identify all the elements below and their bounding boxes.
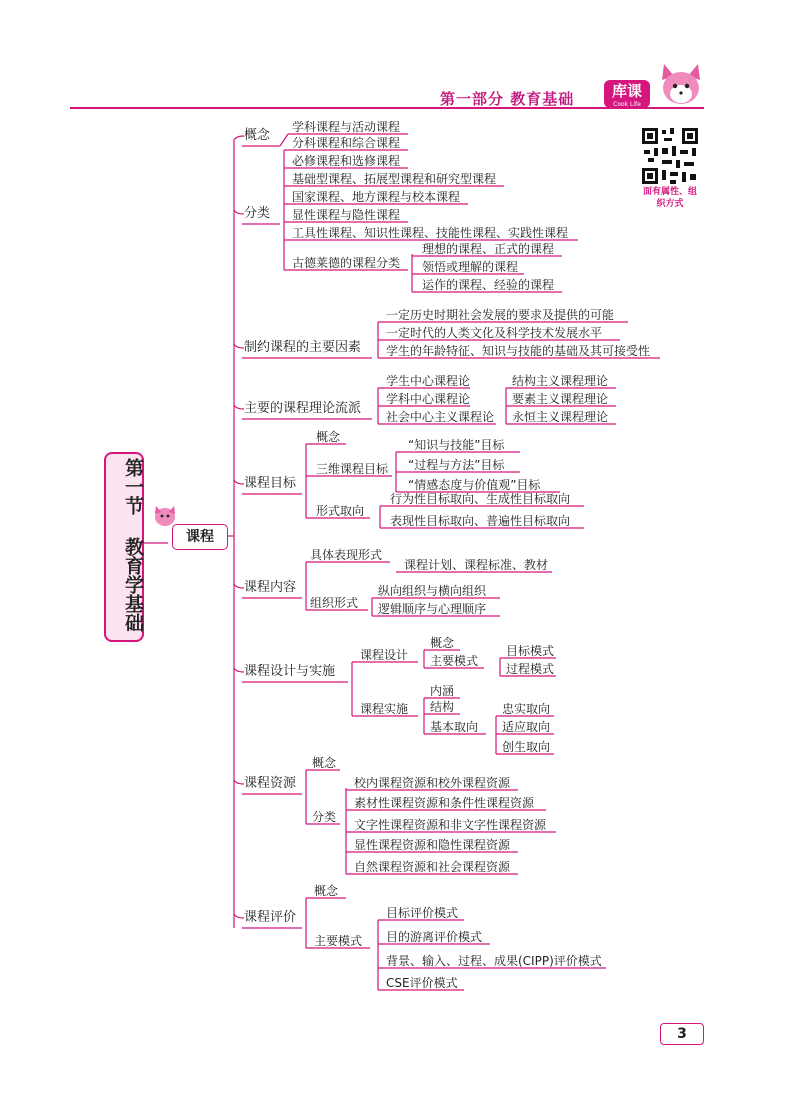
- list-item: 结构: [430, 700, 455, 714]
- list-item: 分科课程和综合课程: [292, 136, 401, 150]
- three-dim-label: 三维课程目标: [316, 462, 389, 476]
- goals-concept: 概念: [316, 430, 341, 444]
- list-item: 素材性课程资源和条件性课程资源: [354, 796, 535, 810]
- list-item: 自然课程资源和社会课程资源: [354, 860, 511, 874]
- design-mode: 主要模式: [430, 654, 479, 668]
- list-item: 领悟或理解的课程: [422, 260, 519, 274]
- content-form-label: 具体表现形式: [310, 548, 383, 562]
- branch-goals: 课程目标: [244, 476, 297, 491]
- root-node-course: 课程: [172, 524, 228, 550]
- list-item: 适应取向: [502, 720, 551, 734]
- goodlad-label: 古德莱德的课程分类: [292, 256, 401, 270]
- list-item: 目的游离评价模式: [386, 930, 483, 944]
- content-org-label: 组织形式: [310, 596, 359, 610]
- list-item: 社会中心主义课程论: [386, 410, 495, 424]
- list-item: 国家课程、地方课程与校本课程: [292, 190, 461, 204]
- evaluation-concept: 概念: [314, 884, 339, 898]
- list-item: 逻辑顺序与心理顺序: [378, 602, 487, 616]
- form-orient-label: 形式取向: [316, 504, 365, 518]
- list-item: 显性课程资源和隐性课程资源: [354, 838, 511, 852]
- design-concept: 概念: [430, 636, 455, 650]
- resources-concept: 概念: [312, 756, 337, 770]
- implement-label: 课程实施: [360, 702, 409, 716]
- evaluation-modes-label: 主要模式: [314, 934, 363, 948]
- list-item: “情感态度与价值观”目标: [408, 478, 541, 492]
- list-item: 内涵: [430, 684, 455, 698]
- part-title: 第一部分 教育基础: [440, 90, 575, 108]
- list-item: 校内课程资源和校外课程资源: [354, 776, 511, 790]
- branch-evaluation: 课程评价: [244, 910, 297, 925]
- list-item: “过程与方法”目标: [408, 458, 505, 472]
- list-item: 忠实取向: [502, 702, 551, 716]
- section-title: 第一节 教育学基础: [122, 458, 144, 632]
- branch-theories: 主要的课程理论流派: [244, 401, 362, 416]
- branch-factors: 制约课程的主要因素: [244, 340, 362, 355]
- list-item: 课程计划、课程标准、教材: [404, 558, 549, 572]
- list-item: 理想的课程、正式的课程: [422, 242, 555, 256]
- list-item: 目标模式: [506, 644, 555, 658]
- list-item: 永恒主义课程理论: [512, 410, 609, 424]
- branch-classification: 分类: [244, 206, 271, 221]
- list-item: 目标评价模式: [386, 906, 459, 920]
- branch-resources: 课程资源: [244, 776, 297, 791]
- branch-concept: 概念: [244, 128, 271, 143]
- qr-code-icon: [640, 126, 700, 186]
- list-item: 表现性目标取向、普遍性目标取向: [390, 514, 571, 528]
- list-item: 过程模式: [506, 662, 555, 676]
- design-label: 课程设计: [360, 648, 409, 662]
- list-item: 背景、输入、过程、成果(CIPP)评价模式: [386, 954, 602, 968]
- page-number: 3: [660, 1023, 704, 1045]
- list-item: 文字性课程资源和非文字性课程资源: [354, 818, 547, 832]
- list-item: 创生取向: [502, 740, 551, 754]
- list-item: CSE评价模式: [386, 976, 458, 990]
- fox-mascot-icon: [656, 58, 706, 110]
- list-item: 学生中心课程论: [386, 374, 471, 388]
- list-item: 显性课程与隐性课程: [292, 208, 401, 222]
- list-item: 学生的年龄特征、知识与技能的基础及其可接受性: [386, 344, 651, 358]
- orient-label: 基本取向: [430, 720, 479, 734]
- list-item: 学科中心课程论: [386, 392, 471, 406]
- list-item: 纵向组织与横向组织: [378, 584, 487, 598]
- branch-content: 课程内容: [244, 580, 297, 595]
- list-item: 学科课程与活动课程: [292, 120, 401, 134]
- list-item: “知识与技能”目标: [408, 438, 505, 452]
- list-item: 一定历史时期社会发展的要求及提供的可能: [386, 308, 615, 322]
- list-item: 一定时代的人类文化及科学技术发展水平: [386, 326, 603, 340]
- brand-logo: 库课: [604, 80, 650, 108]
- list-item: 行为性目标取向、生成性目标取向: [390, 492, 571, 506]
- list-item: 工具性课程、知识性课程、技能性课程、实践性课程: [292, 226, 569, 240]
- qr-caption: 面有属性、组织方式: [642, 187, 697, 209]
- list-item: 基础型课程、拓展型课程和研究型课程: [292, 172, 497, 186]
- list-item: 结构主义课程理论: [512, 374, 609, 388]
- list-item: 运作的课程、经验的课程: [422, 278, 555, 292]
- list-item: 要素主义课程理论: [512, 392, 609, 406]
- list-item: 必修课程和选修课程: [292, 154, 401, 168]
- branch-design: 课程设计与实施: [244, 664, 336, 679]
- brand-subtitle: Cook Life: [613, 101, 641, 108]
- resources-cls: 分类: [312, 810, 337, 824]
